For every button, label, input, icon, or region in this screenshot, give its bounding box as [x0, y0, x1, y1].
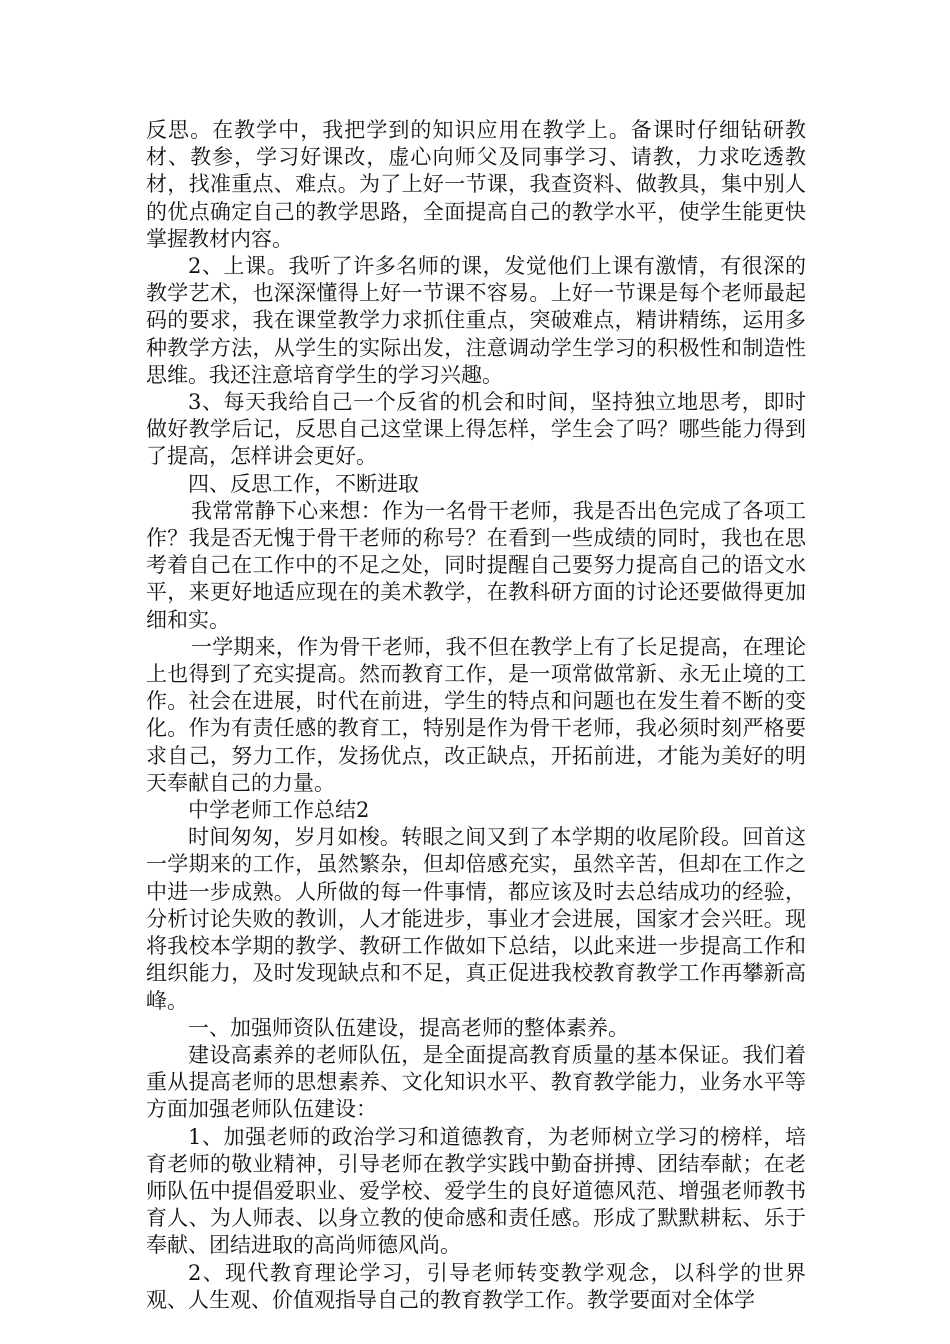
paragraph-time-flies: 时间匆匆，岁月如梭。转眼之间又到了本学期的收尾阶段。回首这一学期来的工作，虽然繁杂，但却倍感充实，虽然辛苦，但却在工作之中进一步成熟。人所做的每一件事情，都应该及时去总结成功的经验，分析讨论失败的教训，人才能进步，事业才会进展，国家才会兴旺。现将我校本学期的教学、教研工作做如下总结，以此来进一步提高工作和组织能力，及时发现缺点和不足，真正促进我校教育教学工作再攀新高峰。: [146, 825, 806, 1013]
document-subtitle-summary-2: 中学老师工作总结2: [188, 798, 370, 823]
document-page: [146, 117, 806, 1314]
paragraph-semester-summary: 一学期来，作为骨干老师，我不但在教学上有了长足提高，在理论上也得到了充实提高。然而教育工作，是一项常做常新、永无止境的工作。社会在进展，时代在前进，学生的特点和问题也在发生着不断的变化。作为有责任感的教育工，特别是作为骨干老师，我必须时刻严格要求自己，努力工作，发扬优点，改正缺点，开拓前进，才能为美好的明天奉献自己的力量。: [146, 634, 806, 795]
paragraph-item-3-daily-reflection: 3、每天我给自己一个反省的机会和时间，坚持独立地思考，即时做好教学后记，反思自己这堂课上得怎样，学生会了吗？哪些能力得到了提高，怎样讲会更好。: [146, 390, 806, 469]
section-heading-reflect-work: 四、反思工作，不断进取: [188, 471, 419, 496]
section-heading-teacher-team: 一、加强师资队伍建设，提高老师的整体素养。: [188, 1015, 629, 1040]
paragraph-item-2-modern-theory: 2、现代教育理论学习，引导老师转变教学观念，以科学的世界观、人生观、价值观指导自己的教育教学工作。教学要面对全体学: [146, 1260, 806, 1312]
paragraph-build-team: 建设高素养的老师队伍，是全面提高教育质量的基本保证。我们着重从提高老师的思想素养、文化知识水平、教育教学能力，业务水平等方面加强老师队伍建设：: [146, 1042, 806, 1122]
paragraph-self-reflection: 我常常静下心来想：作为一名骨干老师，我是否出色完成了各项工作？我是否无愧于骨干老师的称号？在看到一些成绩的同时，我也在思考着自己在工作中的不足之处，同时提醒自己要努力提高自己的语文水平，来更好地适应现在的美术教学，在教科研方面的讨论还要做得更加细和实。: [146, 498, 806, 632]
paragraph-item-1-political-study: 1、加强老师的政治学习和道德教育，为老师树立学习的榜样，培育老师的敬业精神，引导老师在教学实践中勤奋拼搏、团结奉献；在老师队伍中提倡爱职业、爱学校、爱学生的良好道德风范、增强老师教书育人、为人师表、以身立教的使命感和责任感。形成了默默耕耘、乐于奉献、团结进取的高尚师德风尚。: [146, 1124, 806, 1258]
paragraph-reflection-continued: 反思。在教学中，我把学到的知识应用在教学上。备课时仔细钻研教材、教参，学习好课改，虚心向师父及同事学习、请教，力求吃透教材，找准重点、难点。为了上好一节课，我查资料、做教具，集中别人的优点确定自己的教学思路，全面提高自己的教学水平，使学生能更快掌握教材内容。: [146, 118, 806, 251]
paragraph-item-2-lesson: 2、上课。我听了许多名师的课，发觉他们上课有激情，有很深的教学艺术，也深深懂得上好一节课不容易。上好一节课是每个老师最起码的要求，我在课堂教学力求抓住重点，突破难点，精讲精练，运用多种教学方法，从学生的实际出发，注意调动学生学习的积极性和制造性思维。我还注意培育学生的学习兴趣。: [146, 254, 806, 387]
